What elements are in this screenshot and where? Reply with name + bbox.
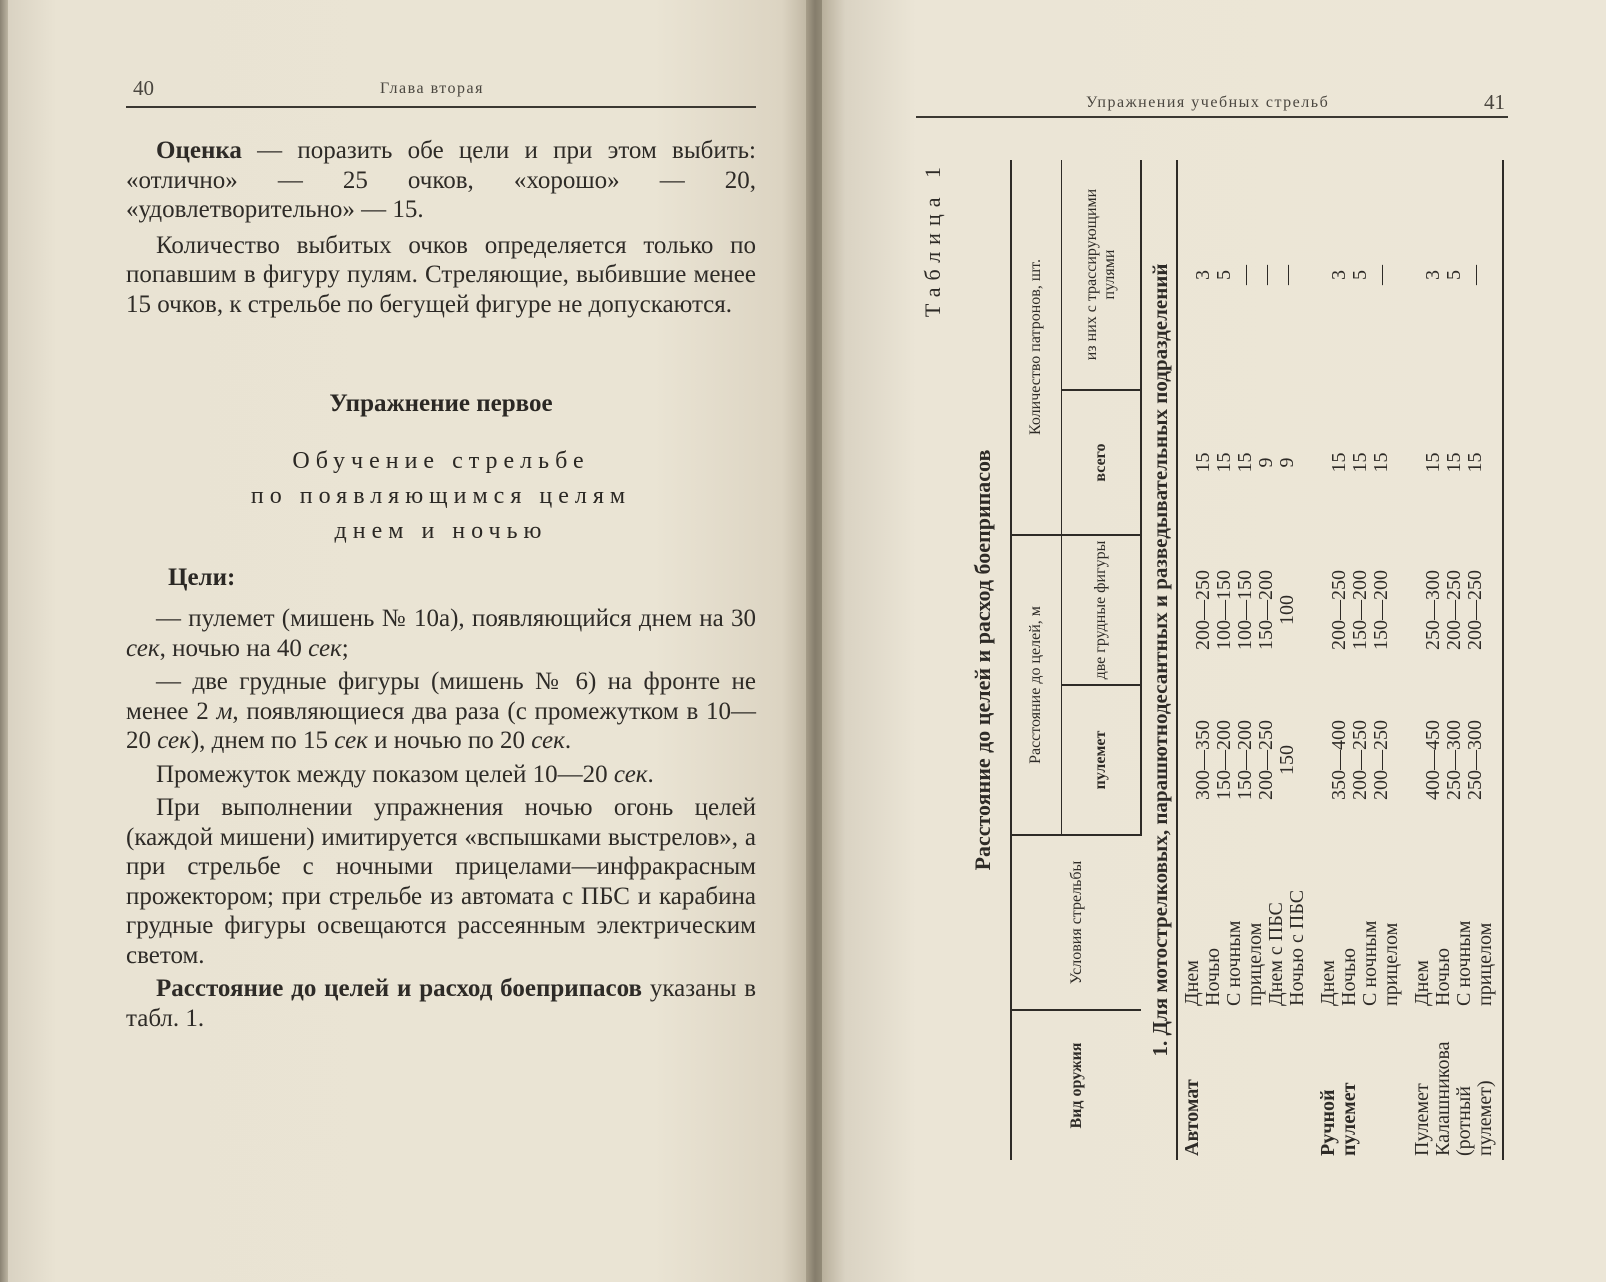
- value: 3: [1421, 270, 1444, 280]
- final-bold: Расстояние до целей и расход боеприпасов: [156, 975, 643, 1002]
- value: 250—300: [1421, 570, 1444, 650]
- condition-item: Ночью: [1202, 947, 1224, 1006]
- value: 15: [1463, 452, 1486, 473]
- value: 15: [1212, 452, 1235, 473]
- condition-item: Ночью: [1432, 947, 1454, 1006]
- value: 250—300: [1442, 720, 1465, 800]
- target-text: ;: [341, 634, 349, 662]
- conditions-cell: [1314, 835, 1408, 1010]
- value: 100: [1275, 595, 1298, 625]
- left-body-bottom: [126, 604, 756, 1033]
- value: 15: [1421, 452, 1444, 473]
- tracer-cell: [1314, 160, 1408, 390]
- value: —: [1254, 265, 1277, 285]
- weapon-cell: Пулемет Калашникова (ротный пулемет): [1408, 1010, 1503, 1160]
- value: 200—250: [1348, 720, 1371, 800]
- exercise-subtitle: [126, 444, 756, 549]
- unit: сек: [613, 760, 648, 788]
- value: 200—250: [1442, 570, 1465, 650]
- condition-item: Днем: [1181, 960, 1203, 1006]
- value: 150—200: [1254, 570, 1277, 650]
- header-distance-group: Расстояние до целей, м: [1011, 535, 1061, 835]
- value: 200—250: [1327, 570, 1350, 650]
- value: —: [1463, 265, 1486, 285]
- value: 400—450: [1421, 720, 1444, 800]
- target-item: [126, 604, 756, 663]
- value: 200—250: [1191, 570, 1214, 650]
- value: 100—150: [1212, 570, 1235, 650]
- condition-item: Днем: [1411, 960, 1433, 1006]
- value: 15: [1191, 452, 1214, 473]
- target-text: и ночью по 20: [367, 727, 532, 754]
- target-text: .: [564, 727, 572, 754]
- value: 15: [1369, 452, 1392, 473]
- condition-item: С ночным прицелом: [1223, 920, 1266, 1006]
- subtitle-line: Обучение стрельбе: [292, 448, 590, 474]
- header-distance-mg: пулемет: [1061, 685, 1141, 835]
- distance-mg-cell: [1314, 685, 1408, 835]
- value: 200—250: [1254, 720, 1277, 800]
- section-title: 1. Для мотострелковых, парашютнодесантных и разведывательных подразделений: [1148, 263, 1172, 1057]
- final-text: указаны в табл. 1.: [126, 975, 756, 1032]
- subtitle-line: днем и ночью: [334, 518, 548, 544]
- interval-text: .: [647, 760, 654, 788]
- value: 15: [1327, 452, 1350, 473]
- value: 15: [1442, 452, 1465, 473]
- unit: м: [216, 697, 233, 725]
- value: 9: [1254, 457, 1277, 468]
- tracer-cell: [1177, 160, 1314, 390]
- condition-item: Ночью с ПБС: [1286, 889, 1308, 1006]
- value: 300—350: [1191, 720, 1214, 800]
- distance-mg-cell: [1408, 685, 1503, 835]
- target-text: ), днем по 15: [190, 727, 335, 754]
- value: 3: [1327, 270, 1350, 280]
- value: 200—250: [1369, 720, 1392, 800]
- value: 150—200: [1348, 570, 1371, 650]
- subtitle-line: по появляющимся целям: [250, 483, 632, 509]
- distance-fig-cell: [1177, 535, 1314, 685]
- interval-text: Промежуток между показом целей 10—20: [156, 760, 614, 788]
- target-text: , ночью на 40: [159, 634, 309, 662]
- interval-paragraph: [126, 760, 756, 790]
- header-cartridges-group: Количество патронов, шт.: [1011, 160, 1061, 535]
- rating-text: — поразить обе цели и при этом выбить: «отлично» — 25 очков, «хорошо» — 20, «удовлетворительно» — 15.: [126, 137, 756, 223]
- table-row: [1408, 160, 1503, 1160]
- right-running-head: Упражнения учебных стрельб: [1086, 94, 1330, 111]
- targets-heading: Цели:: [168, 564, 236, 591]
- condition-item: Ночью: [1338, 947, 1360, 1006]
- rotated-table-block: [920, 160, 1500, 1160]
- value: 100—150: [1233, 570, 1256, 650]
- weapon-cell: Ручной пулемет: [1317, 1082, 1360, 1156]
- target-text: — пулемет (мишень № 10а), появляющийся днем на 30: [156, 605, 756, 632]
- value: 5: [1442, 270, 1465, 280]
- condition-item: С ночным прицелом: [1359, 920, 1402, 1006]
- condition-item: С ночным прицелом: [1453, 920, 1496, 1006]
- condition-item: Днем с ПБС: [1265, 902, 1287, 1006]
- target-text: , появляющиеся два раза (с промежутком в 10—20: [126, 697, 756, 754]
- target-item: [126, 667, 756, 756]
- rating-label: Оценка: [156, 137, 242, 164]
- table-title: Расстояние до целей и расход боеприпасов: [970, 449, 995, 871]
- unit: сек: [157, 727, 191, 754]
- value: 5: [1212, 270, 1235, 280]
- value: 9: [1275, 457, 1298, 468]
- header-weapon: Вид оружия: [1011, 1010, 1141, 1160]
- tracer-cell: [1408, 160, 1503, 390]
- value: —: [1369, 265, 1392, 285]
- right-page-number: 41: [1484, 90, 1505, 114]
- conditions-cell: [1408, 835, 1503, 1010]
- total-cell: [1177, 390, 1314, 535]
- value: 150—200: [1369, 570, 1392, 650]
- ammo-table: [1010, 160, 1504, 1160]
- value: 200—250: [1463, 570, 1486, 650]
- exercise-title: Упражнение первое: [329, 390, 553, 417]
- value: —: [1233, 265, 1256, 285]
- unit: сек: [126, 634, 160, 662]
- header-cartridges-total: всего: [1061, 390, 1141, 535]
- value: 3: [1191, 270, 1214, 280]
- target-text: — две грудные фигуры (мишень № 6) на фронте не менее 2: [126, 668, 756, 725]
- value: 150: [1275, 745, 1298, 775]
- value: 15: [1233, 452, 1256, 473]
- header-distance-figures: две грудные фигуры: [1061, 535, 1141, 685]
- right-header-rule: [916, 116, 1508, 118]
- value: 150—200: [1233, 720, 1256, 800]
- value: 5: [1348, 270, 1371, 280]
- value: 150—200: [1212, 720, 1235, 800]
- final-paragraph: [126, 974, 756, 1033]
- unit: сек: [531, 727, 565, 754]
- total-cell: [1314, 390, 1408, 535]
- distance-fig-cell: [1408, 535, 1503, 685]
- value: —: [1275, 265, 1298, 285]
- table-row: [1177, 160, 1314, 1160]
- total-cell: [1408, 390, 1503, 535]
- value: 350—400: [1327, 720, 1350, 800]
- left-page: [8, 0, 814, 1282]
- distance-fig-cell: [1314, 535, 1408, 685]
- night-paragraph: При выполнении упражнения ночью огонь целей (каждой мишени) имитируется «вспышками выстрелов», а при стрельбе с ночными прицелами—инфракрасным прожектором; при стрельбе из автомата с ПБС и карабина грудные фигуры освещаются рассеянным электрическим светом.: [126, 794, 756, 969]
- left-running-head: Глава вторая: [380, 80, 484, 97]
- table-label: Таблица 1: [920, 160, 945, 318]
- weapon-cell: Автомат: [1177, 1010, 1314, 1160]
- left-header-rule: [126, 106, 756, 108]
- distance-mg-cell: [1177, 685, 1314, 835]
- value: 250—300: [1463, 720, 1486, 800]
- table-row: [1314, 160, 1408, 1160]
- header-cartridges-tracer: из них с трассирующими пулями: [1061, 160, 1141, 390]
- header-conditions: Условия стрельбы: [1011, 835, 1141, 1010]
- unit: сек: [308, 634, 342, 662]
- left-body-top: [126, 136, 756, 319]
- value: 15: [1348, 452, 1371, 473]
- unit: сек: [334, 727, 368, 754]
- conditions-cell: [1177, 835, 1314, 1010]
- score-paragraph: Количество выбитых очков определяется только по попавшим в фигуру пулям. Стреляющие, выбившие менее 15 очков, к стрельбе по бегущей фигуре не допускаются.: [126, 231, 756, 318]
- left-page-number: 40: [133, 76, 154, 100]
- condition-item: Днем: [1317, 960, 1339, 1006]
- rating-paragraph: [126, 136, 756, 225]
